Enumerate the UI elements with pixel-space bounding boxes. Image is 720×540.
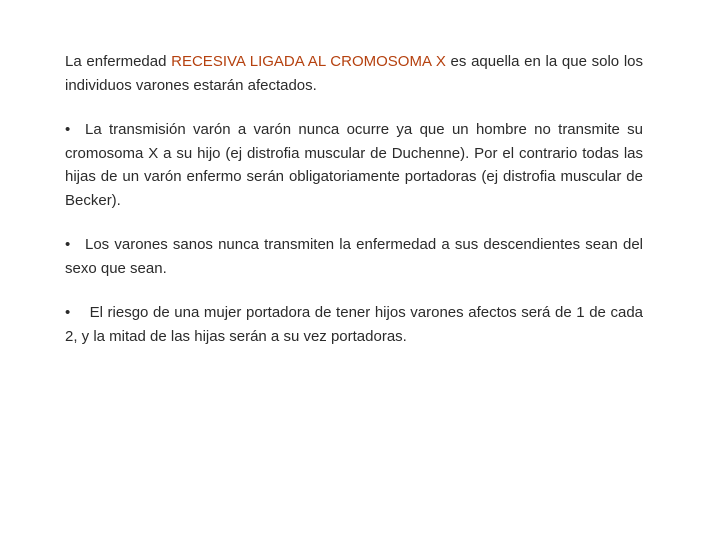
bullet-paragraph-1	[65, 118, 643, 212]
bullet-marker: •	[65, 304, 71, 321]
bullet-marker: •	[65, 236, 71, 253]
bullet-text: El riesgo de una mujer portadora de tener hijos varones afectos será de 1 de cada 2, y la mitad de las hijas serán a su vez portadoras.	[65, 304, 643, 345]
intro-highlight: RECESIVA LIGADA AL CROMOSOMA X	[171, 53, 446, 70]
bullet-text: La transmisión varón a varón nunca ocurre ya que un hombre no transmite su cromosoma X a su hijo (ej distrofia muscular de Duchenne). Por el contrario todas las hijas de un varón enfermo serán obligatoriamente portadoras (ej distrofia muscular de Becker).	[65, 121, 643, 209]
bullet-paragraph-2	[65, 233, 643, 280]
intro-paragraph	[65, 50, 643, 97]
bullet-text: Los varones sanos nunca transmiten la enfermedad a sus descendientes sean del sexo que sean.	[65, 236, 643, 277]
intro-text-after: es aquella en la que solo los individuos varones estarán afectados.	[65, 53, 643, 94]
bullet-marker: •	[65, 121, 71, 138]
bullet-paragraph-3	[65, 301, 643, 348]
slide-content	[65, 50, 643, 348]
intro-text-before: La enfermedad	[65, 53, 172, 70]
